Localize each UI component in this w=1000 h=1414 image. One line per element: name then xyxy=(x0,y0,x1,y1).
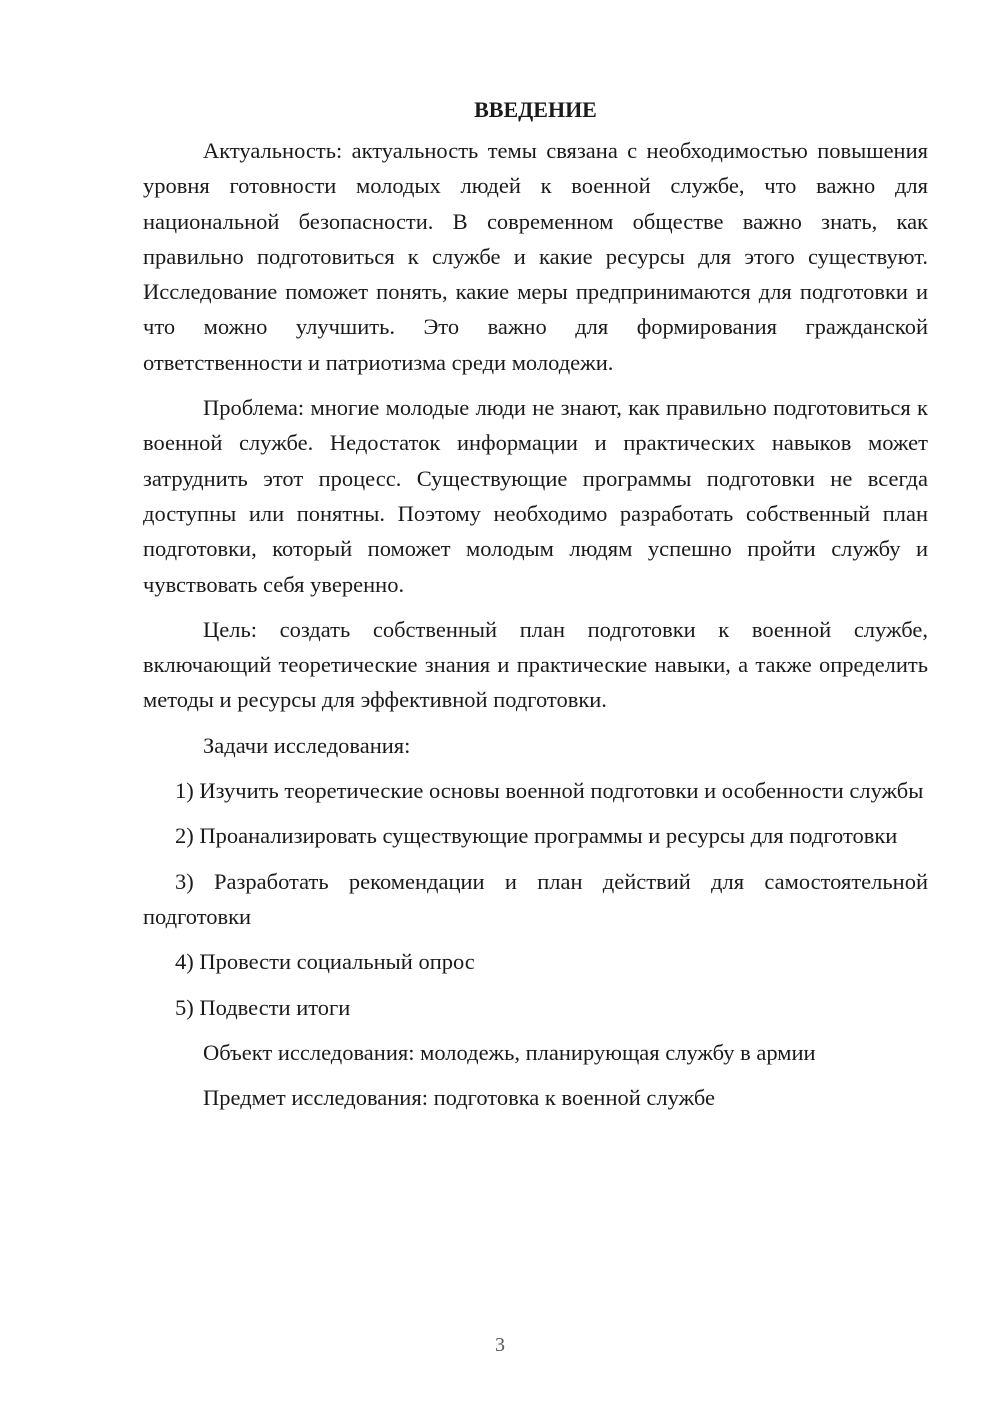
list-item-task-3: 3) Разработать рекомендации и план действий для самостоятельной подготовки xyxy=(143,868,928,929)
page-title: ВВЕДЕНИЕ xyxy=(474,97,597,122)
list-item-task-4: 4) Провести социальный опрос xyxy=(175,949,475,975)
list-item-task-5: 5) Подвести итоги xyxy=(175,994,351,1020)
research-object: Объект исследования: молодежь, планирующая службу в армии xyxy=(203,1039,816,1065)
list-item-task-2: 2) Проанализировать существующие программы и ресурсы для подготовки xyxy=(175,823,898,849)
paragraph-relevance: Актуальность: актуальность темы связана с необходимостью повышения уровня готовности молодых людей к военной службе, что важно для национальной безопасности. В современном обществе важно знать, как правильно подготовиться к службе и какие ресурсы для этого существуют. Исследование поможет понять, какие меры предпринимаются для подготовки и что можно улучшить. Это важно для формирования гражданской ответственности и патриотизма среди молодежи. xyxy=(143,138,928,375)
paragraph-goal: Цель: создать собственный план подготовки к военной службе, включающий теоретические знания и практические навыки, а также определить методы и ресурсы для эффективной подготовки. xyxy=(143,616,928,713)
list-item-task-1: 1) Изучить теоретические основы военной подготовки и особенности службы xyxy=(175,778,924,804)
page-number: 3 xyxy=(495,1334,505,1356)
research-subject: Предмет исследования: подготовка к военной службе xyxy=(203,1085,715,1111)
tasks-heading: Задачи исследования: xyxy=(203,732,411,758)
document-page xyxy=(143,92,928,1125)
paragraph-problem: Проблема: многие молодые люди не знают, как правильно подготовиться к военной службе. Недостаток информации и практических навыков может затруднить этот процесс. Существующие программы подготовки не всегда доступны или понятны. Поэтому необходимо разработать собственный план подготовки, который поможет молодым людям успешно пройти службу и чувствовать себя уверенно. xyxy=(143,395,928,597)
